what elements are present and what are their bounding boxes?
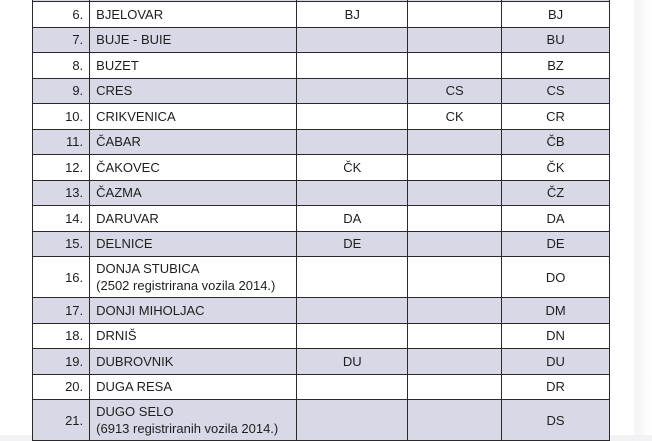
row-number: 15. [33,231,90,257]
row-number: 14. [33,206,90,232]
code-col-2 [408,206,502,232]
code-col-1 [297,27,408,53]
city-name: DELNICE [90,231,297,257]
code-col-2 [408,129,502,155]
table-row [33,27,610,53]
code-col-3: DS [502,400,610,441]
row-number: 10. [33,104,90,130]
code-col-2 [408,257,502,298]
code-col-1: DA [297,206,408,232]
code-col-1 [297,400,408,441]
table-row [33,400,610,441]
table-row [33,78,610,104]
code-col-2 [408,231,502,257]
city-name: BUJE - BUIE [90,27,297,53]
code-col-1: DE [297,231,408,257]
page-edge-shadow [634,0,652,435]
table-row [33,180,610,206]
code-col-3: DU [502,349,610,375]
registration-table [32,0,610,441]
code-col-3: ČZ [502,180,610,206]
code-col-1 [297,257,408,298]
city-name-note: (2502 registrirana vozila 2014.) [96,278,276,293]
code-col-2: CK [408,104,502,130]
city-name: ČAZMA [90,180,297,206]
code-col-2 [408,349,502,375]
table-row [33,298,610,324]
code-col-1: BJ [297,2,408,28]
code-col-2: CS [408,78,502,104]
code-col-1 [297,180,408,206]
code-col-3: BZ [502,53,610,79]
row-number: 18. [33,323,90,349]
table-row [33,104,610,130]
city-name: DONJA STUBICA [96,261,200,276]
city-name: DARUVAR [90,206,297,232]
city-name-cell [90,400,297,441]
table-row [33,206,610,232]
city-name: DRNIŠ [90,323,297,349]
row-number: 17. [33,298,90,324]
code-col-3: DO [502,257,610,298]
code-col-1 [297,78,408,104]
city-name-cell [90,257,297,298]
code-col-1 [297,298,408,324]
code-col-3: CR [502,104,610,130]
code-col-1 [297,53,408,79]
city-name: CRES [90,78,297,104]
code-col-2 [408,27,502,53]
table-row [33,155,610,181]
code-col-3: ČK [502,155,610,181]
table-row [33,231,610,257]
code-col-1 [297,129,408,155]
row-number: 7. [33,27,90,53]
code-col-2 [408,155,502,181]
code-col-3: DR [502,374,610,400]
code-col-1 [297,374,408,400]
city-name: DUGO SELO [96,404,174,419]
city-name: DONJI MIHOLJAC [90,298,297,324]
code-col-2 [408,53,502,79]
table-row [33,257,610,298]
code-col-3: DE [502,231,610,257]
city-name: ČAKOVEC [90,155,297,181]
code-col-3: BJ [502,2,610,28]
table-row [33,323,610,349]
table-row [33,2,610,28]
table-row [33,349,610,375]
code-col-2 [408,298,502,324]
row-number: 8. [33,53,90,79]
code-col-3: ČB [502,129,610,155]
city-name: BJELOVAR [90,2,297,28]
table-row [33,129,610,155]
table-row [33,53,610,79]
city-name: DUGA RESA [90,374,297,400]
row-number: 6. [33,2,90,28]
row-number: 12. [33,155,90,181]
city-name: BUZET [90,53,297,79]
code-col-1: DU [297,349,408,375]
code-col-1: ČK [297,155,408,181]
city-name: CRIKVENICA [90,104,297,130]
code-col-3: DM [502,298,610,324]
code-col-2 [408,323,502,349]
row-number: 11. [33,129,90,155]
row-number: 19. [33,349,90,375]
row-number: 21. [33,400,90,441]
code-col-2 [408,180,502,206]
row-number: 9. [33,78,90,104]
table-row [33,374,610,400]
row-number: 20. [33,374,90,400]
code-col-3: CS [502,78,610,104]
row-number: 16. [33,257,90,298]
code-col-2 [408,374,502,400]
code-col-3: DA [502,206,610,232]
code-col-2 [408,2,502,28]
city-name-note: (6913 registriranih vozila 2014.) [96,421,279,436]
city-name: ČABAR [90,129,297,155]
city-name: DUBROVNIK [90,349,297,375]
code-col-1 [297,323,408,349]
code-col-1 [297,104,408,130]
code-col-3: BU [502,27,610,53]
code-col-2 [408,400,502,441]
code-col-3: DN [502,323,610,349]
row-number: 13. [33,180,90,206]
